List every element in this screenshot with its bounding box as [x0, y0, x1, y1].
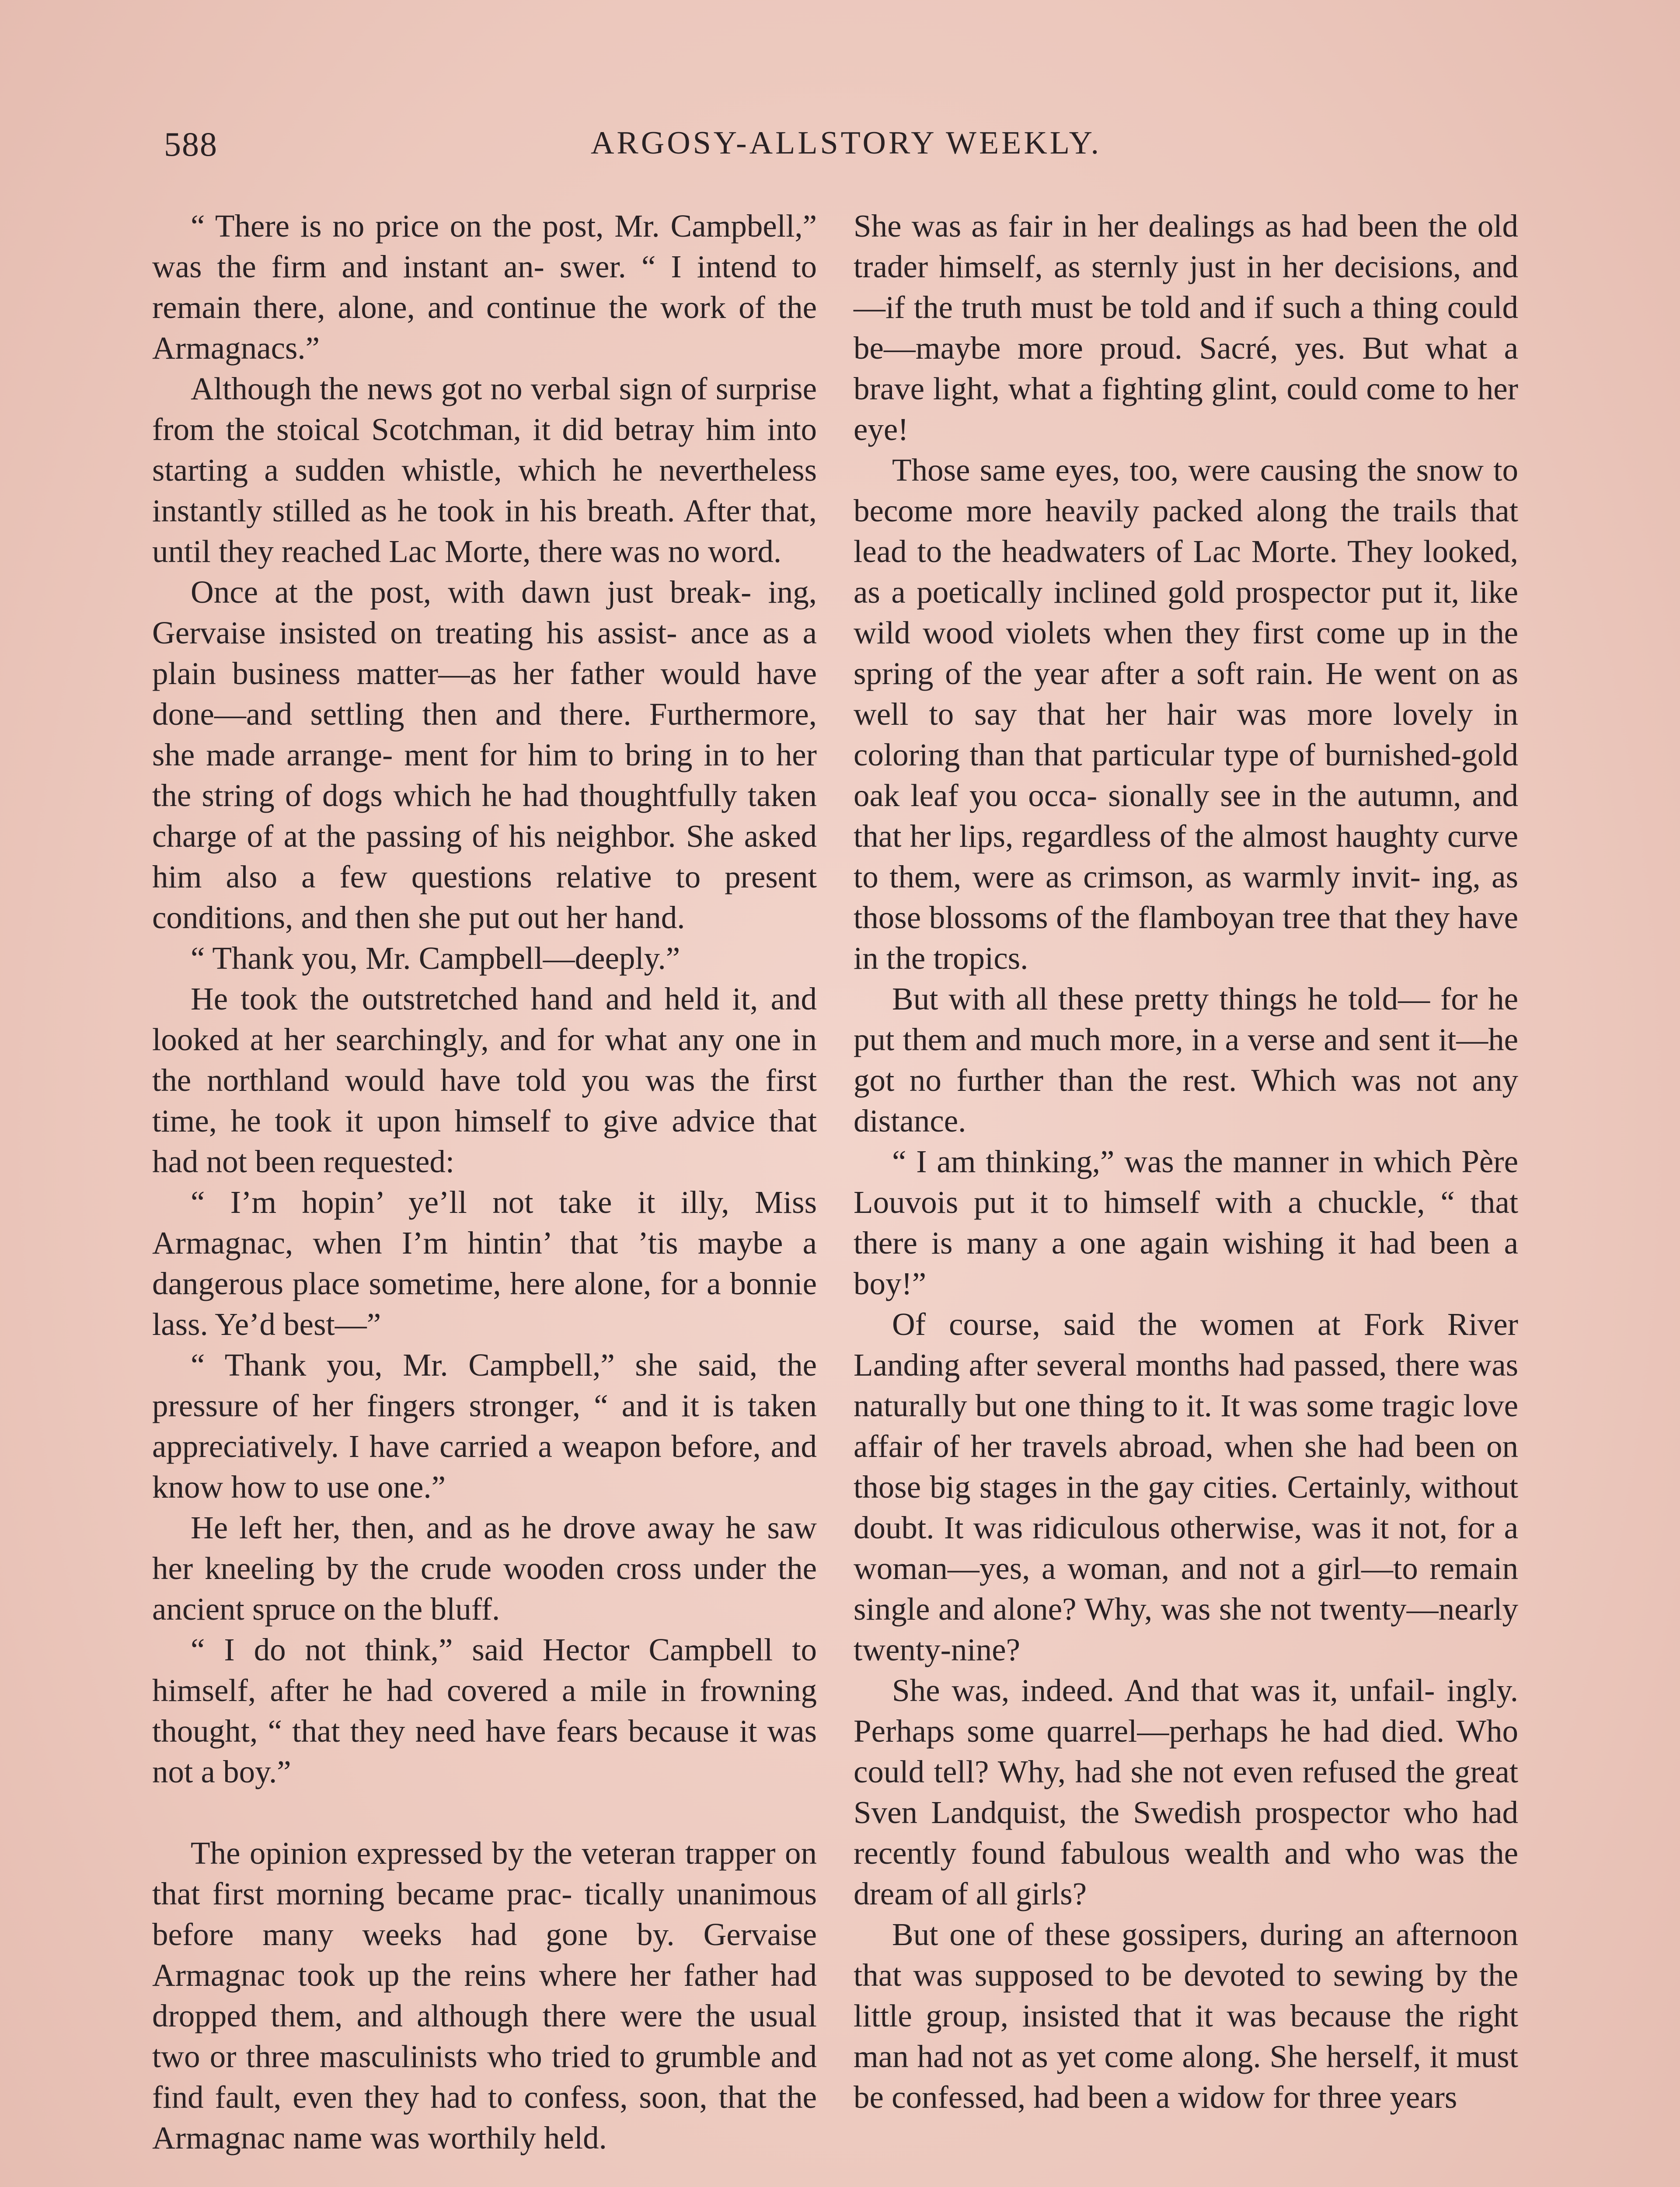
running-head: ARGOSY-ALLSTORY WEEKLY. [590, 125, 1102, 161]
page-header [164, 125, 1528, 173]
paragraph: “ I do not think,” said Hector Campbell to himself, after he had covered a mile in frowning thought, “ that they need have fears because it was not a boy.” [152, 1632, 817, 1789]
paragraph: But one of these gossipers, during an afternoon that was supposed to be devoted to sewing by the little group, insisted that it was because the right man had not as yet come along. She herself, it must be confessed, had been a widow for three years [854, 1917, 1518, 2115]
paragraph: The opinion expressed by the veteran trapper on that first morning became prac- tically unanimous before many weeks had gone by. Gervaise Armagnac took up the reins where her father had dropped them, and although there were the usual two or three masculinists who tried to grumble and find fault, even they had to confess, soon, that the Armagnac name was worthily held. [152, 1835, 817, 2156]
right-column [854, 206, 1518, 2117]
paragraph: But with all these pretty things he told— for he put them and much more, in a verse and sent it—he got no further than the rest. Which was not any distance. [854, 981, 1518, 1139]
paragraph: Although the news got no verbal sign of surprise from the stoical Scotchman, it did betray him into starting a sudden whistle, which he nevertheless instantly stilled as he took in his breath. After that, until they reached Lac Morte, there was no word. [152, 371, 817, 569]
paragraph: She was, indeed. And that was it, unfail- ingly. Perhaps some quarrel—perhaps he had died. Who could tell? Why, had she not even refused the great Sven Landquist, the Swedish prospector who had recently found fabulous wealth and who was the dream of all girls? [854, 1673, 1518, 1911]
paragraph: Once at the post, with dawn just break- ing, Gervaise insisted on treating his assist- ance as a plain business matter—as her father would have done—and settling then and there. Furthermore, she made arrange- ment for him to bring in to her the string of dogs which he had thoughtfully taken charge of at the passing of his neighbor. She asked him also a few questions relative to present conditions, and then she put out her hand. [152, 574, 817, 935]
paragraph: She was as fair in her dealings as had been the old trader himself, as sternly just in her decisions, and—if the truth must be told and if such a thing could be—maybe more proud. Sacré, yes. But what a brave light, what a fighting glint, could come to her eye! [854, 208, 1518, 447]
paragraph: “ I am thinking,” was the manner in which Père Louvois put it to himself with a chuckle, “ that there is many a one again wishing it had been a boy!” [854, 1144, 1518, 1301]
paragraph: Those same eyes, too, were causing the snow to become more heavily packed along the trails that lead to the headwaters of Lac Morte. They looked, as a poetically inclined gold prospector put it, like wild wood violets when they first come up in the spring of the year after a soft rain. He went on as well to say that her hair was more lovely in coloring than that particular type of burnished-gold oak leaf you occa- sionally see in the autumn, and that her lips, regardless of the almost haughty curve to them, were as crimson, as warmly invit- ing, as those blossoms of the flamboyan tree that they have in the tropics. [854, 452, 1518, 976]
paragraph: “ There is no price on the post, Mr. Campbell,” was the firm and instant an- swer. “ I intend to remain there, alone, and continue the work of the Armagnacs.” [152, 208, 817, 366]
paragraph: “ Thank you, Mr. Campbell—deeply.” [191, 940, 680, 976]
paragraph: “ Thank you, Mr. Campbell,” she said, the pressure of her fingers stronger, “ and it is taken appreciatively. I have carried a weapon before, and know how to use one.” [152, 1347, 817, 1505]
paragraph: He left her, then, and as he drove away he saw her kneeling by the crude wooden cross under the ancient spruce on the bluff. [152, 1510, 817, 1627]
paragraph: He took the outstretched hand and held it, and looked at her searchingly, and for what any one in the northland would have told you was the first time, he took it upon himself to give advice that had not been requested: [152, 981, 817, 1179]
page-number: 588 [164, 125, 218, 163]
paragraph: Of course, said the women at Fork River Landing after several months had passed, there was naturally but one thing to it. It was some tragic love affair of her travels abroad, when she had been on those big stages in the gay cities. Certainly, without doubt. It was ridiculous otherwise, was it not, for a woman—yes, a woman, and not a girl—to remain single and alone? Why, was she not twenty—nearly twenty-nine? [854, 1307, 1518, 1667]
left-column [152, 206, 817, 2158]
paragraph: “ I’m hopin’ ye’ll not take it illy, Miss Armagnac, when I’m hintin’ that ’tis maybe a dangerous place sometime, here alone, for a bonnie lass. Ye’d best—” [152, 1184, 817, 1342]
